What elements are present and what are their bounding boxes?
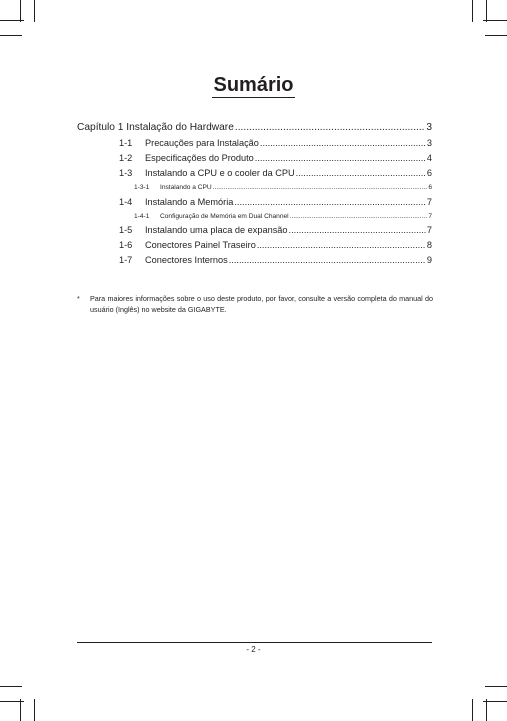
toc-section-number: 1-1 [119, 138, 133, 148]
page-title [0, 74, 507, 97]
crop-mark [34, 699, 35, 721]
toc-leader-dots [290, 213, 428, 220]
crop-mark [485, 686, 507, 687]
page-title-text: Sumário [213, 74, 294, 96]
toc-label: Instalando a CPU [160, 184, 212, 191]
crop-mark [20, 699, 21, 721]
crop-mark [486, 0, 487, 22]
footnote-text: Para maiores informações sobre o uso deste produto, por favor, consulte a versão completa do manual do usuário (Inglês) no website da GIGABYTE. [90, 294, 433, 314]
toc-page-number: 7 [428, 213, 432, 220]
toc-page-number: 6 [428, 184, 432, 191]
toc-label: Conectores Internos [145, 255, 228, 265]
toc-entry-1-4[interactable] [119, 197, 432, 207]
toc-leader-dots [296, 168, 426, 178]
toc-page-number: 9 [426, 255, 432, 265]
toc-section-number: 1-3 [119, 168, 133, 178]
footer-divider [77, 642, 432, 643]
toc-label: Precauções para Instalação [145, 138, 259, 148]
crop-mark [485, 35, 507, 36]
toc-page-number: 4 [426, 153, 432, 163]
toc-entry-1-6[interactable] [119, 240, 432, 250]
toc-entry-1-3-1[interactable] [134, 184, 432, 191]
toc-page-number: 8 [426, 240, 432, 250]
toc-section-number: 1-3-1 [134, 184, 150, 191]
toc-section-number: 1-5 [119, 225, 133, 235]
toc-section-number: 1-4-1 [134, 213, 150, 220]
toc-section-number: 1-4 [119, 197, 133, 207]
toc-label: Capítulo 1 Instalação do Hardware [77, 122, 234, 133]
toc-section-number: 1-7 [119, 255, 133, 265]
footnote-symbol: * [77, 294, 80, 303]
toc-section-number: 1-6 [119, 240, 133, 250]
toc-entry-1-4-1[interactable] [134, 213, 432, 220]
toc-page-number: 3 [426, 138, 432, 148]
toc-entry-1-3[interactable] [119, 168, 432, 178]
toc-entry-chapter-1[interactable] [77, 122, 432, 133]
toc-page-number: 3 [426, 122, 432, 133]
page-number: - 2 - [246, 645, 261, 654]
crop-mark [486, 699, 487, 721]
toc-entry-1-1[interactable] [119, 138, 432, 148]
toc-page-number: 7 [426, 225, 432, 235]
toc-leader-dots [229, 255, 426, 265]
toc-label: Especificações do Produto [145, 153, 254, 163]
toc-leader-dots [213, 184, 428, 191]
crop-mark [20, 0, 21, 22]
toc-label: Instalando uma placa de expansão [145, 225, 288, 235]
crop-mark [472, 0, 473, 22]
crop-mark [0, 35, 22, 36]
toc-leader-dots [260, 138, 426, 148]
toc-label: Instalando a Memória [145, 197, 234, 207]
toc-label: Configuração de Memória em Dual Channel [160, 213, 289, 220]
toc-section-number: 1-2 [119, 153, 133, 163]
toc-entry-1-5[interactable] [119, 225, 432, 235]
toc-page-number: 6 [426, 168, 432, 178]
toc-leader-dots [255, 153, 426, 163]
toc-label: Instalando a CPU e o cooler da CPU [145, 168, 295, 178]
toc-leader-dots [234, 197, 426, 207]
crop-mark [472, 699, 473, 721]
crop-mark [0, 686, 22, 687]
crop-mark [34, 0, 35, 22]
toc-entry-1-7[interactable] [119, 255, 432, 265]
toc-leader-dots [235, 122, 425, 133]
toc-entry-1-2[interactable] [119, 153, 432, 163]
toc-page-number: 7 [426, 197, 432, 207]
toc-leader-dots [257, 240, 426, 250]
toc-label: Conectores Painel Traseiro [145, 240, 256, 250]
toc-leader-dots [289, 225, 426, 235]
